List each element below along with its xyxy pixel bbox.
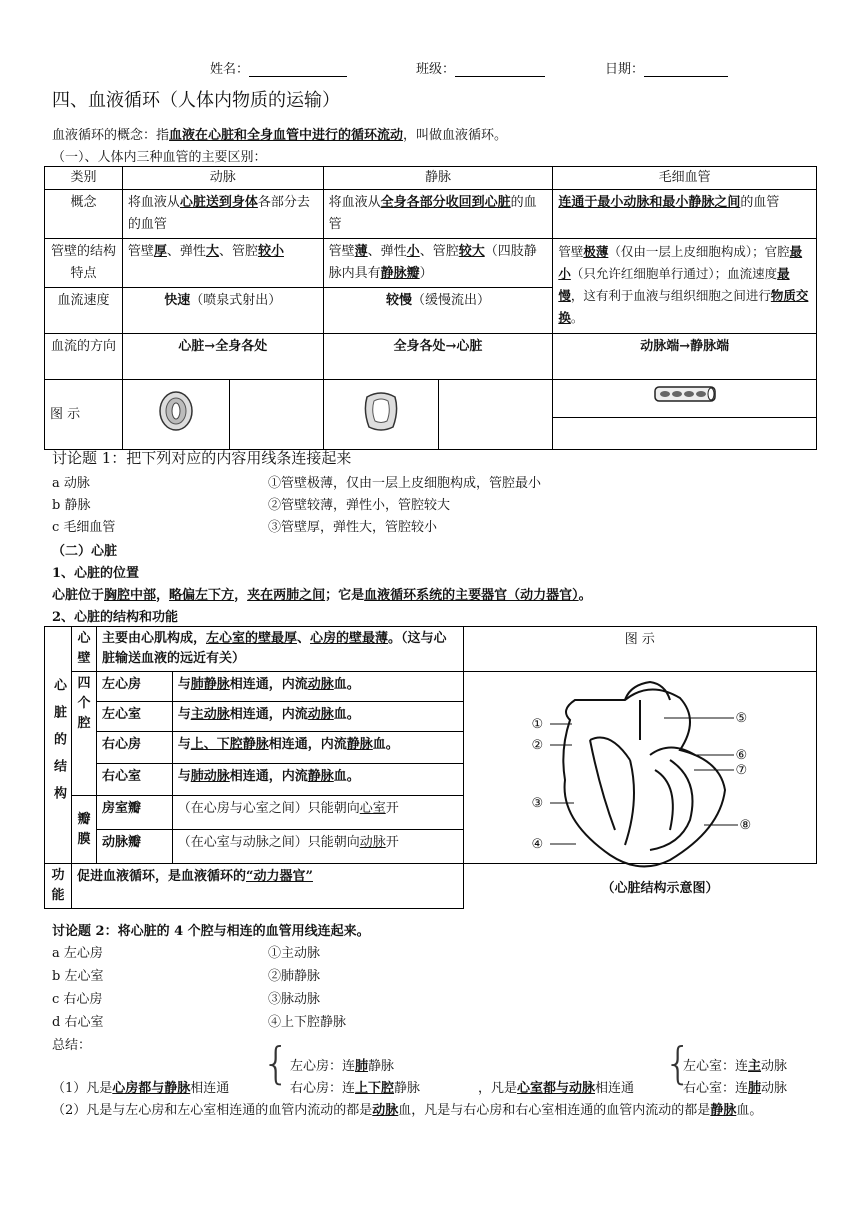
heart-structure-title: 2、心脏的结构和功能 [52, 610, 179, 625]
chamber-right-atrium: 右心房 [96, 732, 172, 764]
row-label-speed: 血流速度 [45, 288, 123, 334]
vein-figure [323, 380, 438, 450]
row-label-concept: 概念 [45, 190, 123, 239]
disc2-right-1: ②肺静脉 [268, 969, 321, 984]
discussion1-title: 讨论题 1：把下列对应的内容用线条连接起来 [52, 449, 352, 467]
row-label-wall: 管壁的结构特点 [45, 239, 123, 288]
artery-cross-section-icon [157, 390, 195, 432]
marker-3: ③ [531, 796, 544, 811]
wall-text: 主要由心肌构成，左心室的壁最厚、心房的壁最薄。（这与心脏输送血液的远近有关） [96, 627, 463, 672]
marker-7: ⑦ [735, 763, 748, 778]
chambers-label: 四个腔 [72, 672, 97, 796]
heart-figure-cell [463, 672, 816, 896]
capillary-tube-icon [653, 383, 717, 405]
section2-title: （二）心脏 [52, 544, 118, 559]
chamber-left-atrium-text: 与肺静脉相连通，内流动脉血。 [172, 672, 463, 702]
capillary-direction: 动脉端→静脉端 [553, 334, 817, 380]
chamber-left-ventricle-text: 与主动脉相连通，内流动脉血。 [172, 702, 463, 732]
vein-cross-section-icon [361, 389, 401, 433]
wall-label: 心壁 [72, 627, 97, 672]
artery-figure-blank [229, 380, 323, 450]
valve-atrioventricular-text: （在心房与心室之间）只能朝向心室开 [172, 796, 463, 830]
artery-concept: 将血液从心脏送到身体各部分去的血管 [122, 190, 323, 239]
vein-concept: 将血液从全身各部分收回到心脏的血管 [323, 190, 553, 239]
marker-6: ⑥ [735, 748, 748, 763]
marker-2: ② [531, 738, 544, 753]
disc2-left-3: d 右心室 [52, 1015, 104, 1030]
brace-left-icon: { [262, 1038, 290, 1089]
summary-label: 总结： [52, 1038, 92, 1053]
disc2-right-2: ③脉动脉 [268, 992, 321, 1007]
section1-title: （一）、人体内三种血管的主要区别： [52, 150, 267, 165]
disc1-left-2: c 毛细血管 [52, 520, 116, 535]
disc1-right-0: ①管壁极薄，仅由一层上皮细胞构成，管腔最小 [268, 476, 542, 491]
disc1-right-1: ②管壁较薄，弹性小，管腔较大 [268, 498, 451, 513]
row-label-figure: 图 示 [45, 380, 123, 450]
valve-arterial-text: （在心室与动脉之间）只能朝向动脉开 [172, 830, 463, 864]
function-text: 促进血液循环，是血液循环的“动力器官” [72, 864, 464, 909]
figure-header: 图 示 [463, 627, 816, 672]
chamber-right-ventricle: 右心室 [96, 764, 172, 796]
artery-figure [122, 380, 229, 450]
chamber-right-atrium-text: 与上、下腔静脉相连通，内流静脉血。 [172, 732, 463, 764]
summary-1-prefix: （1）凡是心房都与静脉相连通 [52, 1081, 230, 1096]
name-field [210, 58, 347, 77]
vein-wall: 管壁薄、弹性小、管腔较大（四肢静脉内具有静脉瓣） [323, 239, 553, 288]
class-field [416, 58, 545, 77]
vein-direction: 全身各处→心脏 [323, 334, 553, 380]
disc2-left-2: c 右心房 [52, 992, 103, 1007]
heart-position-text: 心脏位于胸腔中部，略偏左下方，夹在两肺之间；它是血液循环系统的主要器官（动力器官）。 [52, 588, 592, 603]
header-vein: 静脉 [323, 167, 553, 190]
date-blank[interactable] [644, 62, 728, 77]
artery-speed: 快速（喷泉式射出） [122, 288, 323, 334]
chamber-left-atrium: 左心房 [96, 672, 172, 702]
disc1-left-1: b 静脉 [52, 498, 91, 513]
header-category: 类别 [45, 167, 123, 190]
concept-line: 血液循环的概念：指血液在心脏和全身血管中进行的循环流动，叫做血液循环。 [52, 128, 508, 143]
valve-arterial: 动脉瓣 [96, 830, 172, 864]
disc2-right-3: ④上下腔静脉 [268, 1015, 347, 1030]
marker-5: ⑤ [735, 711, 748, 726]
summary-1-mid: ，凡是心室都与动脉相连通 [478, 1081, 635, 1096]
disc2-right-0: ①主动脉 [268, 946, 321, 961]
heart-figure-caption: （心脏结构示意图） [601, 881, 719, 896]
header-capillary: 毛细血管 [553, 167, 817, 190]
valves-label: 瓣膜 [72, 796, 97, 864]
marker-8: ⑧ [739, 818, 752, 833]
vein-speed: 较慢（缓慢流出） [323, 288, 553, 334]
chamber-left-ventricle: 左心室 [96, 702, 172, 732]
page-title: 四、血液循环（人体内物质的运输） [52, 90, 340, 111]
capillary-figure [553, 380, 817, 450]
disc2-left-1: b 左心室 [52, 969, 104, 984]
discussion2-title: 讨论题 2：将心脏的 4 个腔与相连的血管用线连起来。 [52, 924, 370, 939]
header-artery: 动脉 [122, 167, 323, 190]
name-label: 姓名： [210, 62, 250, 77]
marker-1: ① [531, 717, 544, 732]
function-label: 功能 [45, 864, 72, 909]
disc2-left-0: a 左心房 [52, 946, 103, 961]
disc1-right-2: ③管壁厚，弹性大，管腔较小 [268, 520, 438, 535]
class-label: 班级： [416, 62, 456, 77]
ventricle-line-1: 右心室：连肺动脉 [683, 1081, 788, 1096]
row-label-direction: 血流的方向 [45, 334, 123, 380]
capillary-wall: 管壁极薄（仅由一层上皮细胞构成）；官腔最小（只允许红细胞单行通过）；血流速度最慢，这有利于血液与组织细胞之间进行物质交换。 [553, 239, 817, 334]
atria-line-0: 左心房：连肺静脉 [290, 1059, 395, 1074]
vein-figure-blank [438, 380, 553, 450]
marker-4: ④ [531, 837, 544, 852]
date-field [605, 58, 728, 77]
brace-right-icon: { [664, 1038, 692, 1089]
heart-position-title: 1、心脏的位置 [52, 566, 140, 581]
marker-lines [464, 672, 824, 872]
ventricle-line-0: 左心室：连主动脉 [683, 1059, 788, 1074]
date-label: 日期： [605, 62, 645, 77]
summary-2: （2）凡是与左心房和左心室相连通的血管内流动的都是动脉血，凡是与右心房和右心室相连通的血管内流动的都是静脉血。 [52, 1103, 763, 1118]
capillary-concept: 连通于最小动脉和最小静脉之间的血管 [553, 190, 817, 239]
vessel-table [44, 166, 817, 450]
artery-direction: 心脏→全身各处 [122, 334, 323, 380]
atria-line-1: 右心房：连上下腔静脉 [290, 1081, 421, 1096]
heart-table [44, 626, 817, 909]
heart-structure-side-label: 心脏的结构 [45, 627, 72, 864]
valve-atrioventricular: 房室瓣 [96, 796, 172, 830]
class-blank[interactable] [455, 62, 545, 77]
chamber-right-ventricle-text: 与肺动脉相连通，内流静脉血。 [172, 764, 463, 796]
artery-wall: 管壁厚、弹性大、管腔较小 [122, 239, 323, 288]
disc1-left-0: a 动脉 [52, 476, 90, 491]
name-blank[interactable] [249, 62, 347, 77]
